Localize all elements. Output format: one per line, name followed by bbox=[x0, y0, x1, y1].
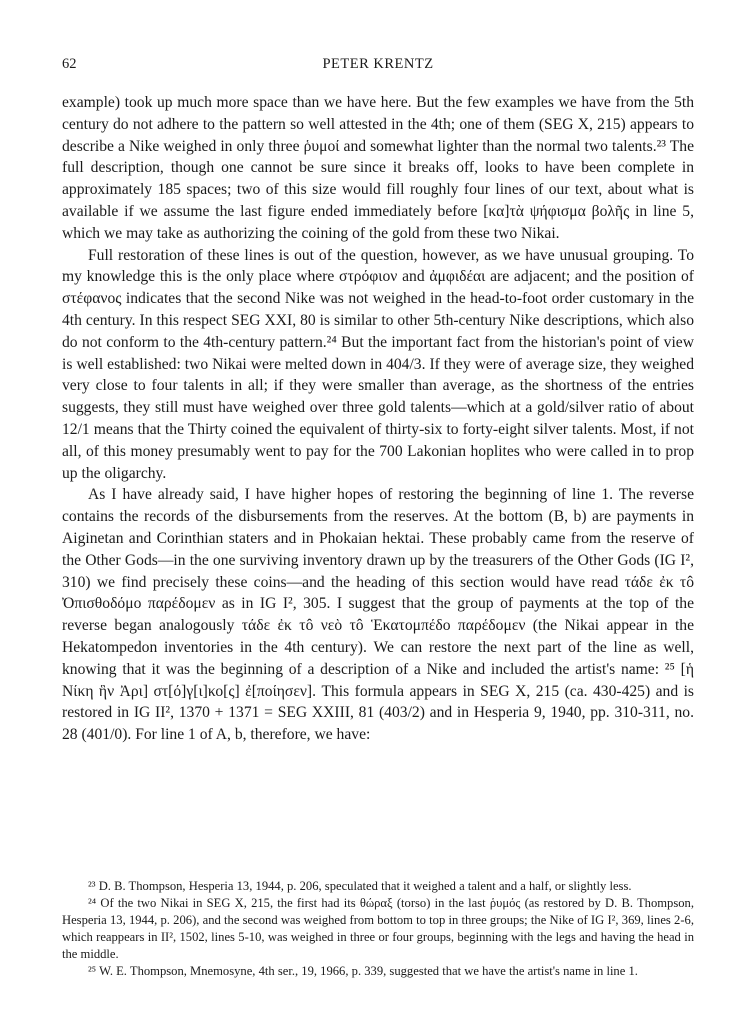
main-text bbox=[62, 92, 694, 746]
paragraph-3: As I have already said, I have higher hopes of restoring the beginning of line 1. The reverse contains the records of the disbursements from the reserves. At the bottom (B, b) are payments in Aiginetan and Corinthian staters and in Phokaian hektai. These probably came from the reserve of the Other Gods—in the one surviving inventory drawn up by the treasurers of the Other Gods (IG I², 310) we find precisely these coins—and the heading of this section would have read τάδε ἐκ τô Ὀπισθοδόμο παρέδομεν as in IG I², 305. I suggest that the group of payments at the top of the reverse began analogously τάδε ἐκ τô νεὸ τô Ἑκατομπέδο παρέδομεν (the Nikai appear in the Hekatompedon inventories in the 4th century). We can restore the next part of the line as well, knowing that it was the beginning of a description of a Nike and included the artist's name: ²⁵ [ἡ Νίκη ἣν Ἀρι] στ[ό]γ[ι]κο[ς] ἐ[ποίησεν]. This formula appears in SEG X, 215 (ca. 430-425) and is restored in IG II², 1370 + 1371 = SEG XXIII, 81 (403/2) and in Hesperia 9, 1940, pp. 310-311, no. 28 (401/0). For line 1 of A, b, therefore, we have: bbox=[62, 486, 694, 744]
running-title: PETER KRENTZ bbox=[322, 56, 434, 72]
footnote-23: ²³ D. B. Thompson, Hesperia 13, 1944, p. 206, speculated that it weighed a talent and a half, or slightly less. bbox=[88, 879, 632, 893]
footnotes bbox=[62, 878, 694, 980]
footnote-24: ²⁴ Of the two Nikai in SEG X, 215, the first had its θώραξ (torso) in the last ῥυμός (as restored by D. B. Thompson, Hesperia 13, 1944, p. 206), and the second was weighed from bottom to top in three groups; the Nike of IG I², 369, lines 2-6, which reappears in II², 1502, lines 5-10, was weighed in three or four groups, beginning with the legs and having the head in the middle. bbox=[62, 896, 694, 961]
page-number: 62 bbox=[62, 56, 77, 72]
paragraph-1: example) took up much more space than we have here. But the few examples we have from the 5th century do not adhere to the pattern so well attested in the 4th; one of them (SEG X, 215) appears to describe a Nike weighed in only three ῥυμοί and somewhat lighter than the normal two talents.²³ The full description, though one cannot be sure since it breaks off, looks to have been complete in approximately 185 spaces; two of this size would fill roughly four lines of our text, about what is available if we assume the last figure ended immediately before [κα]τὰ ψήφισμα βολῆς in line 5, which we may take as authorizing the coining of the gold from these two Nikai. bbox=[62, 94, 694, 242]
page-header bbox=[62, 56, 694, 76]
paragraph-2: Full restoration of these lines is out of the question, however, as we have unusual grouping. To my knowledge this is the only place where στρόφιον and ἀμφιδέαι are adjacent; and the position of στέφανος indicates that the second Nike was not weighed in the head-to-foot order customary in the 4th century. In this respect SEG XXI, 80 is similar to other 5th-century Nike descriptions, which also do not conform to the 4th-century pattern.²⁴ But the important fact from the historian's point of view is well established: two Nikai were melted down in 404/3. If they were of average size, they weighed very close to four talents in all; if they were smaller than average, as the shortness of the entries suggests, they still must have weighed over three gold talents—which at a gold/silver ratio of about 12/1 means that the Thirty coined the equivalent of thirty-six to forty-eight silver talents. Most, if not all, of this money presumably went to pay for the 700 Lakonian hoplites who were called in to prop up the oligarchy. bbox=[62, 246, 694, 482]
footnote-25: ²⁵ W. E. Thompson, Mnemosyne, 4th ser., 19, 1966, p. 339, suggested that we have the artist's name in line 1. bbox=[88, 964, 638, 978]
